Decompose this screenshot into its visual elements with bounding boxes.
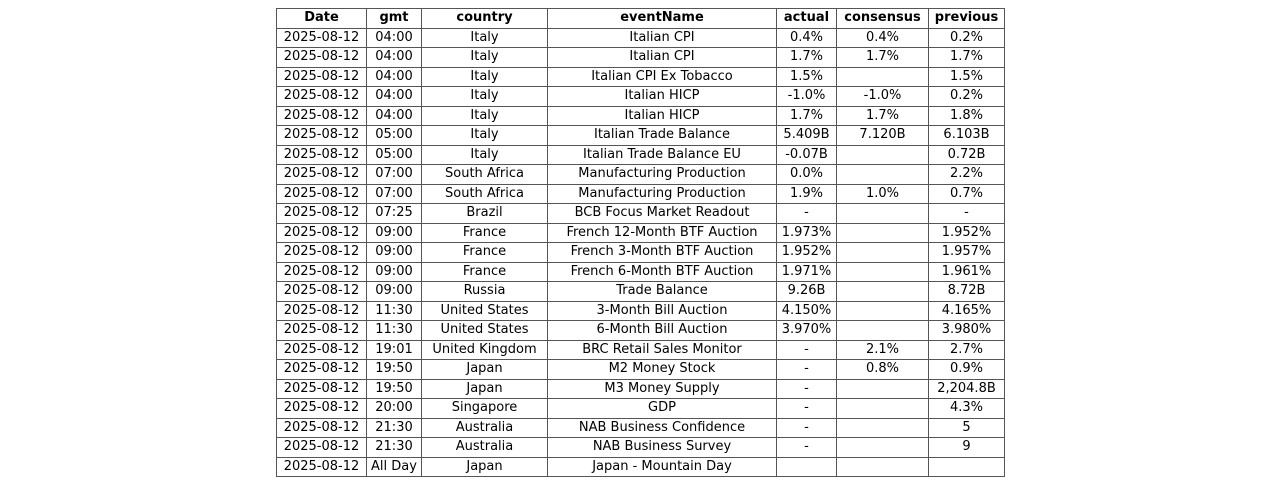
cell-consensus — [837, 457, 929, 477]
cell-eventname: Manufacturing Production — [548, 184, 777, 204]
cell-country: Japan — [422, 360, 548, 380]
cell-consensus — [837, 379, 929, 399]
table-row — [277, 106, 1005, 126]
column-header-country: country — [422, 9, 548, 29]
cell-gmt: 04:00 — [367, 87, 422, 107]
cell-previous: 4.3% — [929, 399, 1005, 419]
cell-gmt: All Day — [367, 457, 422, 477]
economic-calendar-table — [276, 8, 1005, 477]
column-header-consensus: consensus — [837, 9, 929, 29]
cell-previous: 2,204.8B — [929, 379, 1005, 399]
cell-gmt: 11:30 — [367, 301, 422, 321]
table-row — [277, 48, 1005, 68]
table-row — [277, 262, 1005, 282]
cell-actual: - — [777, 379, 837, 399]
table-header — [277, 9, 1005, 29]
cell-previous: 0.2% — [929, 87, 1005, 107]
cell-date: 2025-08-12 — [277, 28, 367, 48]
table-row — [277, 301, 1005, 321]
cell-actual: 0.0% — [777, 165, 837, 185]
cell-previous: 3.980% — [929, 321, 1005, 341]
cell-date: 2025-08-12 — [277, 184, 367, 204]
cell-date: 2025-08-12 — [277, 87, 367, 107]
cell-previous: 5 — [929, 418, 1005, 438]
cell-consensus: 2.1% — [837, 340, 929, 360]
table-row — [277, 282, 1005, 302]
cell-country: Italy — [422, 145, 548, 165]
cell-actual: 1.7% — [777, 48, 837, 68]
cell-country: Russia — [422, 282, 548, 302]
cell-consensus — [837, 243, 929, 263]
cell-consensus — [837, 399, 929, 419]
table-row — [277, 321, 1005, 341]
cell-actual: - — [777, 399, 837, 419]
table-row — [277, 438, 1005, 458]
cell-eventname: NAB Business Confidence — [548, 418, 777, 438]
cell-date: 2025-08-12 — [277, 67, 367, 87]
cell-country: France — [422, 262, 548, 282]
cell-consensus — [837, 145, 929, 165]
cell-gmt: 04:00 — [367, 28, 422, 48]
cell-date: 2025-08-12 — [277, 379, 367, 399]
cell-gmt: 09:00 — [367, 262, 422, 282]
cell-consensus: 1.0% — [837, 184, 929, 204]
cell-country: United States — [422, 301, 548, 321]
cell-country: Australia — [422, 418, 548, 438]
cell-country: Italy — [422, 28, 548, 48]
cell-date: 2025-08-12 — [277, 223, 367, 243]
cell-country: Italy — [422, 126, 548, 146]
cell-gmt: 09:00 — [367, 282, 422, 302]
cell-country: Italy — [422, 67, 548, 87]
table-row — [277, 126, 1005, 146]
cell-actual: -1.0% — [777, 87, 837, 107]
table-row — [277, 184, 1005, 204]
cell-consensus — [837, 321, 929, 341]
cell-eventname: Japan - Mountain Day — [548, 457, 777, 477]
cell-date: 2025-08-12 — [277, 145, 367, 165]
cell-consensus: 0.4% — [837, 28, 929, 48]
cell-previous: 0.7% — [929, 184, 1005, 204]
cell-consensus — [837, 67, 929, 87]
cell-eventname: Trade Balance — [548, 282, 777, 302]
cell-actual: 3.970% — [777, 321, 837, 341]
cell-previous: 1.8% — [929, 106, 1005, 126]
cell-actual: - — [777, 418, 837, 438]
cell-eventname: Italian CPI — [548, 28, 777, 48]
cell-gmt: 07:00 — [367, 165, 422, 185]
cell-consensus — [837, 418, 929, 438]
cell-actual: 1.9% — [777, 184, 837, 204]
cell-gmt: 07:00 — [367, 184, 422, 204]
cell-actual: 0.4% — [777, 28, 837, 48]
table-body — [277, 28, 1005, 477]
table-row — [277, 340, 1005, 360]
cell-consensus: 0.8% — [837, 360, 929, 380]
cell-actual: 4.150% — [777, 301, 837, 321]
cell-consensus — [837, 301, 929, 321]
cell-gmt: 05:00 — [367, 126, 422, 146]
column-header-actual: actual — [777, 9, 837, 29]
cell-consensus — [837, 223, 929, 243]
cell-eventname: NAB Business Survey — [548, 438, 777, 458]
table-row — [277, 165, 1005, 185]
cell-date: 2025-08-12 — [277, 282, 367, 302]
cell-eventname: 3-Month Bill Auction — [548, 301, 777, 321]
cell-previous: 1.5% — [929, 67, 1005, 87]
cell-date: 2025-08-12 — [277, 360, 367, 380]
cell-previous: 2.2% — [929, 165, 1005, 185]
cell-country: Italy — [422, 48, 548, 68]
cell-previous: 9 — [929, 438, 1005, 458]
cell-eventname: Italian HICP — [548, 87, 777, 107]
table-row — [277, 145, 1005, 165]
cell-previous: 0.2% — [929, 28, 1005, 48]
cell-actual: 1.952% — [777, 243, 837, 263]
cell-actual: 1.971% — [777, 262, 837, 282]
cell-country: France — [422, 223, 548, 243]
cell-gmt: 04:00 — [367, 106, 422, 126]
cell-gmt: 19:50 — [367, 379, 422, 399]
table-row — [277, 223, 1005, 243]
column-header-previous: previous — [929, 9, 1005, 29]
cell-gmt: 05:00 — [367, 145, 422, 165]
cell-date: 2025-08-12 — [277, 204, 367, 224]
cell-date: 2025-08-12 — [277, 243, 367, 263]
cell-consensus: 1.7% — [837, 106, 929, 126]
cell-date: 2025-08-12 — [277, 301, 367, 321]
cell-eventname: Italian Trade Balance EU — [548, 145, 777, 165]
cell-country: Italy — [422, 87, 548, 107]
table-row — [277, 418, 1005, 438]
cell-gmt: 11:30 — [367, 321, 422, 341]
cell-consensus: 7.120B — [837, 126, 929, 146]
cell-eventname: French 6-Month BTF Auction — [548, 262, 777, 282]
column-header-date: Date — [277, 9, 367, 29]
cell-date: 2025-08-12 — [277, 399, 367, 419]
cell-consensus — [837, 262, 929, 282]
cell-actual: 1.5% — [777, 67, 837, 87]
cell-consensus — [837, 165, 929, 185]
cell-date: 2025-08-12 — [277, 340, 367, 360]
cell-country: South Africa — [422, 184, 548, 204]
cell-actual: 5.409B — [777, 126, 837, 146]
cell-date: 2025-08-12 — [277, 106, 367, 126]
cell-gmt: 21:30 — [367, 418, 422, 438]
cell-eventname: Italian HICP — [548, 106, 777, 126]
cell-eventname: M3 Money Supply — [548, 379, 777, 399]
cell-consensus — [837, 204, 929, 224]
cell-previous: 1.961% — [929, 262, 1005, 282]
cell-previous: 1.952% — [929, 223, 1005, 243]
cell-previous: 0.72B — [929, 145, 1005, 165]
cell-actual: 1.7% — [777, 106, 837, 126]
cell-country: South Africa — [422, 165, 548, 185]
cell-eventname: GDP — [548, 399, 777, 419]
cell-actual: - — [777, 204, 837, 224]
cell-previous — [929, 457, 1005, 477]
table-row — [277, 243, 1005, 263]
cell-country: France — [422, 243, 548, 263]
cell-country: Japan — [422, 379, 548, 399]
cell-gmt: 09:00 — [367, 223, 422, 243]
cell-date: 2025-08-12 — [277, 126, 367, 146]
cell-gmt: 09:00 — [367, 243, 422, 263]
cell-eventname: French 12-Month BTF Auction — [548, 223, 777, 243]
cell-actual: -0.07B — [777, 145, 837, 165]
cell-country: United States — [422, 321, 548, 341]
table-row — [277, 87, 1005, 107]
cell-date: 2025-08-12 — [277, 321, 367, 341]
cell-country: Australia — [422, 438, 548, 458]
cell-previous: 6.103B — [929, 126, 1005, 146]
header-row — [277, 9, 1005, 29]
cell-previous: 1.957% — [929, 243, 1005, 263]
cell-country: Italy — [422, 106, 548, 126]
cell-gmt: 04:00 — [367, 48, 422, 68]
cell-country: Japan — [422, 457, 548, 477]
cell-country: United Kingdom — [422, 340, 548, 360]
cell-previous: 8.72B — [929, 282, 1005, 302]
table-row — [277, 67, 1005, 87]
table-row — [277, 457, 1005, 477]
cell-eventname: French 3-Month BTF Auction — [548, 243, 777, 263]
cell-gmt: 07:25 — [367, 204, 422, 224]
cell-actual: - — [777, 438, 837, 458]
cell-date: 2025-08-12 — [277, 262, 367, 282]
cell-actual — [777, 457, 837, 477]
cell-gmt: 20:00 — [367, 399, 422, 419]
cell-date: 2025-08-12 — [277, 418, 367, 438]
cell-eventname: Manufacturing Production — [548, 165, 777, 185]
cell-actual: 1.973% — [777, 223, 837, 243]
cell-country: Brazil — [422, 204, 548, 224]
cell-country: Singapore — [422, 399, 548, 419]
cell-actual: - — [777, 360, 837, 380]
cell-gmt: 19:50 — [367, 360, 422, 380]
cell-previous: - — [929, 204, 1005, 224]
cell-date: 2025-08-12 — [277, 165, 367, 185]
cell-gmt: 19:01 — [367, 340, 422, 360]
cell-eventname: Italian Trade Balance — [548, 126, 777, 146]
cell-date: 2025-08-12 — [277, 457, 367, 477]
cell-gmt: 04:00 — [367, 67, 422, 87]
cell-consensus — [837, 438, 929, 458]
table-row — [277, 360, 1005, 380]
cell-gmt: 21:30 — [367, 438, 422, 458]
cell-previous: 2.7% — [929, 340, 1005, 360]
cell-previous: 1.7% — [929, 48, 1005, 68]
cell-consensus: 1.7% — [837, 48, 929, 68]
table-row — [277, 204, 1005, 224]
cell-eventname: BCB Focus Market Readout — [548, 204, 777, 224]
column-header-gmt: gmt — [367, 9, 422, 29]
column-header-eventname: eventName — [548, 9, 777, 29]
cell-eventname: M2 Money Stock — [548, 360, 777, 380]
table-row — [277, 399, 1005, 419]
cell-eventname: Italian CPI Ex Tobacco — [548, 67, 777, 87]
cell-actual: 9.26B — [777, 282, 837, 302]
table-row — [277, 379, 1005, 399]
cell-eventname: Italian CPI — [548, 48, 777, 68]
cell-previous: 4.165% — [929, 301, 1005, 321]
cell-eventname: BRC Retail Sales Monitor — [548, 340, 777, 360]
cell-date: 2025-08-12 — [277, 438, 367, 458]
cell-eventname: 6-Month Bill Auction — [548, 321, 777, 341]
cell-previous: 0.9% — [929, 360, 1005, 380]
table-row — [277, 28, 1005, 48]
cell-date: 2025-08-12 — [277, 48, 367, 68]
cell-consensus: -1.0% — [837, 87, 929, 107]
cell-consensus — [837, 282, 929, 302]
cell-actual: - — [777, 340, 837, 360]
